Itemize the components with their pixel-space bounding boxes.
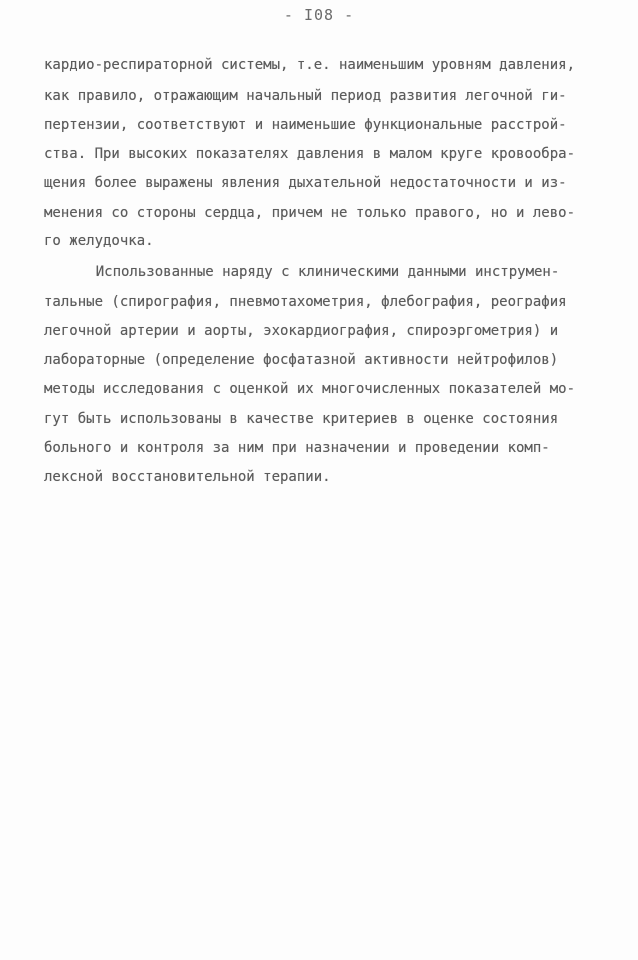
text-line: пертензии, соответствуют и наименьшие функциональные расстрой-: [44, 117, 567, 133]
text-line: Использованные наряду с клиническими данными инструмен-: [62, 264, 560, 280]
text-line: методы исследования с оценкой их многочисленных показателей мо-: [44, 381, 576, 397]
page-number: - I08 -: [283, 6, 355, 24]
text-line: щения более выражены явления дыхательной недостаточности и из-: [44, 175, 567, 191]
text-line: го желудочка.: [44, 233, 154, 249]
text-line: как правило, отражающим начальный период развития легочной ги-: [44, 88, 567, 104]
text-line: менения со стороны сердца, причем не только правого, но и лево-: [44, 205, 576, 221]
text-line: ства. При высоких показателях давления в малом круге кровообра-: [44, 146, 576, 162]
text-line: больного и контроля за ним при назначении и проведении комп-: [44, 440, 550, 456]
text-line: гут быть использованы в качестве критериев в оценке состояния: [44, 411, 559, 427]
text-line: легочной артерии и аорты, эхокардиография, спироэргометрия) и: [44, 323, 559, 339]
text-line: тальные (спирография, пневмотахометрия, флебография, реография: [44, 294, 567, 310]
text-line: лабораторные (определение фосфатазной активности нейтрофилов): [44, 352, 559, 368]
text-line: кардио-респираторной системы, т.е. наименьшим уровням давления,: [44, 57, 576, 73]
text-line: лексной восстановительной терапии.: [44, 469, 331, 485]
